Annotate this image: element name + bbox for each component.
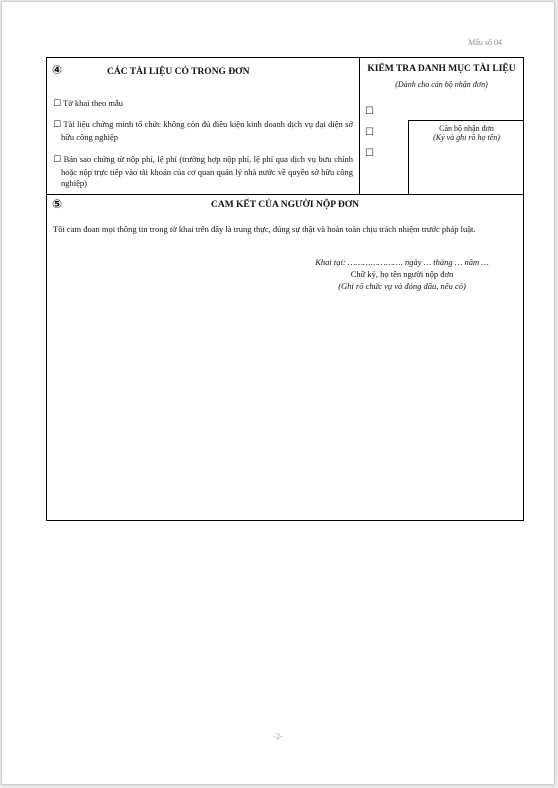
document-item-label: Tài liệu chứng minh tổ chức không còn đủ điều kiện kinh doanh dịch vụ đại diện sở hữu công nghiệp [61,119,353,142]
officer-note: (Ký và ghi rõ họ tên) [433,133,500,142]
checkbox-icon[interactable]: ☐ [365,148,374,159]
checkbox-icon[interactable]: ☐ [365,106,374,117]
checkbox-icon[interactable]: ☐ [53,155,62,165]
form-code: Mẫu số 04 [468,38,502,47]
commitment-statement: Tôi cam đoan mọi thông tin trong tờ khai trên đây là trung thực, đúng sự thật và hoàn toàn chịu trách nhiệm trước pháp luật. [53,224,476,234]
document-item [53,119,353,143]
section-title: CÁC TÀI LIỆU CÓ TRONG ĐƠN [107,67,250,77]
section-documents [46,57,359,195]
place-date: Khai tại: …………………. ngày … tháng … năm … [315,257,489,267]
checkbox-icon[interactable]: ☐ [53,120,62,130]
document-item [53,98,353,111]
checkbox-icon[interactable]: ☐ [365,127,374,138]
signature-label: Chữ ký, họ tên người nộp đơn [350,269,454,279]
section-number: ④ [52,63,63,77]
checklist-panel [359,57,524,195]
document-item-label: Tờ khai theo mẫu [63,98,124,108]
section-title: CAM KẾT CỦA NGƯỜI NỘP ĐƠN [210,200,360,210]
document-item-label: Bản sao chứng từ nộp phí, lệ phí (trường hợp nộp phí, lệ phí qua dịch vụ bưu chính hoặc nộp trực tiếp vào tài khoản của cơ quan quản lý nhà nước về quyền sở hữu công nghiệp) [61,154,354,188]
officer-label: Cán bộ nhận đơn [439,124,494,133]
signature-note: (Ghi rõ chức vụ và đóng dấu, nếu có) [338,281,466,291]
section-commitment [46,194,524,521]
document-page [2,2,554,784]
checkbox-icon[interactable]: ☐ [53,99,62,109]
page-number: -2- [273,732,283,741]
officer-signature-box [408,120,524,195]
document-item [53,154,353,190]
section-number: ⑤ [52,197,63,211]
checklist-title: KIỂM TRA DANH MỤC TÀI LIỆU [367,64,516,74]
checklist-subtitle: (Dành cho cán bộ nhận đơn) [395,80,488,89]
